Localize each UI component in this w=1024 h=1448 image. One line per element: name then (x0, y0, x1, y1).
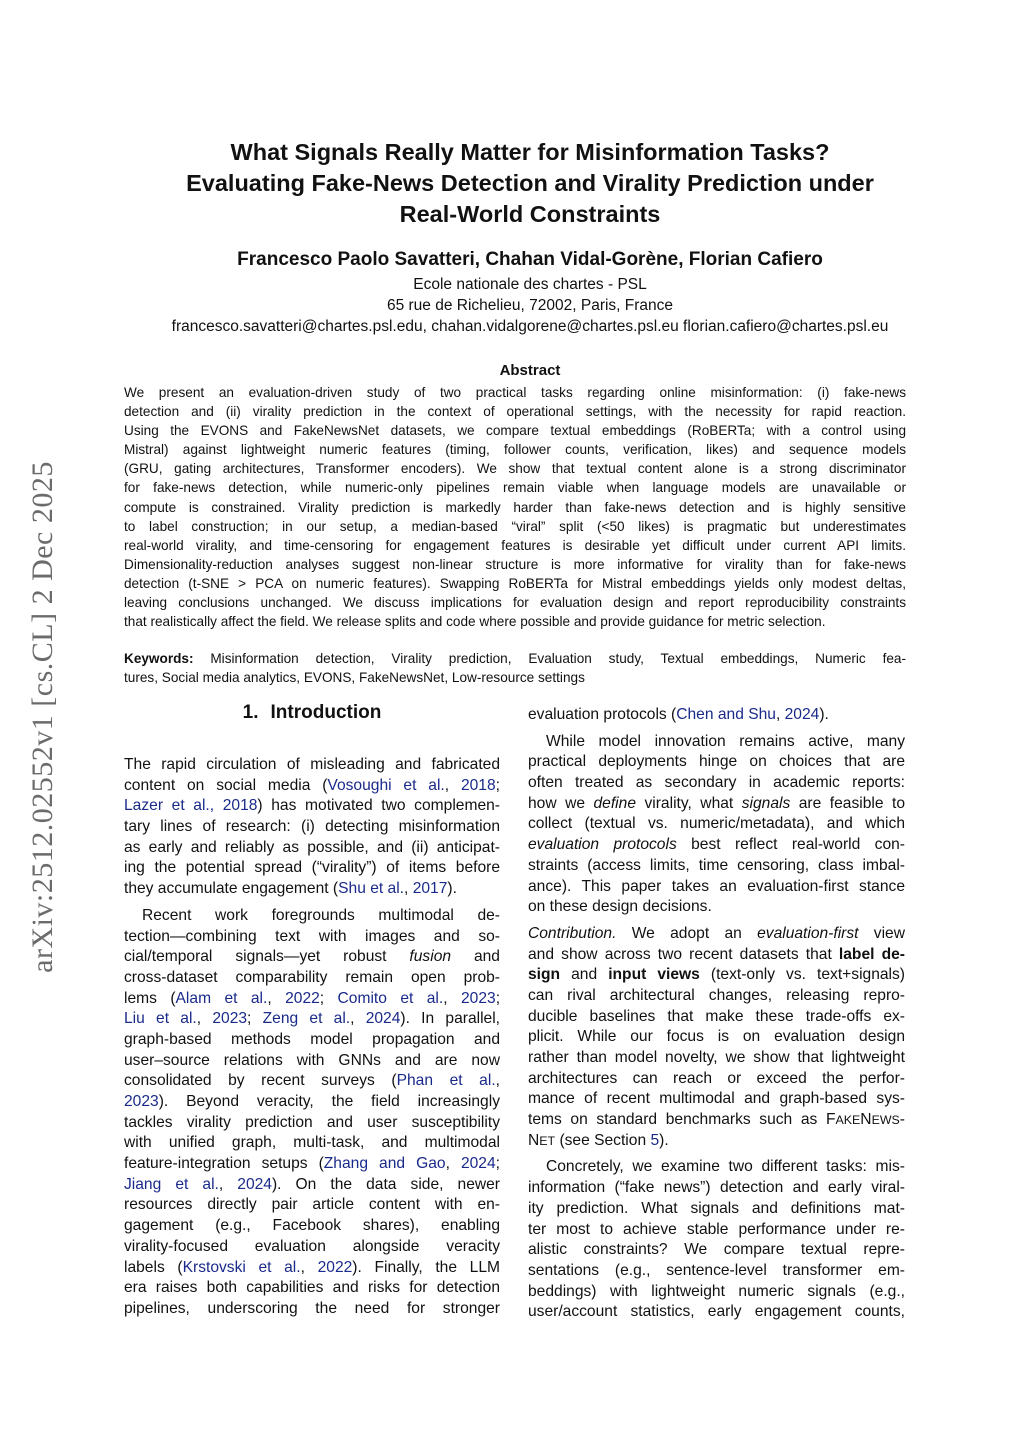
text-line: resources directly pair article content with en- (124, 1196, 500, 1214)
right-column (528, 705, 905, 1323)
text-line: mance of recent multimodal and graph-based sys- (528, 1090, 905, 1108)
citation-link[interactable]: 2024 (460, 1155, 496, 1173)
text-line: collect (textual vs. numeric/metadata), and which (528, 815, 905, 833)
paper-title (100, 137, 960, 230)
text-line: evaluation protocols (Chen and Shu, 2024). (528, 706, 829, 723)
text-line: virality-focused evaluation alongside veracity (124, 1237, 500, 1255)
citation-link[interactable]: 2022 (285, 989, 320, 1007)
citation-link[interactable]: Phan et al. (396, 1072, 496, 1090)
text-line: labels (Krstovski et al., 2022). Finally, the LLM (124, 1258, 500, 1276)
text-line: 2023). Beyond veracity, the field increasingly (124, 1093, 500, 1110)
text-line: information (“fake news”) detection and early viral- (528, 1179, 905, 1197)
title-line: Evaluating Fake-News Detection and Virality Prediction under (186, 170, 874, 196)
text-line: tary lines of research: (i) detecting misinformation (124, 818, 500, 836)
abstract-line: (GRU, gating architectures, Transformer encoders). We show that textual content alone is a strong discriminator (124, 461, 906, 477)
text-line: tackles virality prediction and user susceptibility (124, 1113, 500, 1131)
text-line: Liu et al., 2023; Zeng et al., 2024). In parallel, (124, 1010, 501, 1028)
text-line: sentations (e.g., sentence-level transformer em- (528, 1261, 905, 1279)
keywords-line: tures, Social media analytics, EVONS, FakeNewsNet, Low-resource settings (124, 670, 585, 686)
text-line: often treated as secondary in academic reports: (528, 774, 905, 792)
citation-link[interactable]: 2023 (212, 1010, 248, 1028)
text-line: ity prediction. What signals and definitions mat- (528, 1199, 905, 1217)
text-line: Concretely, we examine two different tasks: mis- (546, 1158, 905, 1176)
text-line: beddings) with lightweight numeric signals (e.g., (528, 1282, 905, 1300)
abstract-line: real-world virality, and time-censoring for engagement features is desirable yet difficult under current API limits. (124, 537, 906, 553)
affiliation-block (100, 274, 960, 337)
text-line: Contribution. We adopt an evaluation-first view (528, 924, 905, 942)
abstract-line: to label construction; in our setup, a median-based “viral” split (<50 likes) is pragmatic but underestimates (124, 518, 906, 534)
abstract-line: that realistically affect the field. We release splits and code where possible and provide guidance for metric selection. (124, 614, 826, 630)
text-line: While model innovation remains active, many (546, 732, 905, 750)
text-line: architectures can reach or exceed the perfor- (528, 1069, 905, 1087)
section-heading-introduction (124, 702, 500, 724)
arxiv-side-identifier: arXiv:2512.02552v1 [cs.CL] 2 Dec 2025 (26, 461, 59, 973)
title-line: What Signals Really Matter for Misinformation Tasks? (230, 139, 830, 165)
citation-link[interactable]: Comito et al. (337, 989, 444, 1007)
section-title: Introduction (270, 702, 382, 723)
citation-link[interactable]: Shu et al. (338, 880, 405, 898)
text-line: alistic constraints? We compare textual repre- (528, 1241, 905, 1259)
citation-link[interactable]: 2024 (237, 1175, 272, 1193)
text-line: they accumulate engagement (Shu et al., 2017). (124, 880, 457, 898)
abstract-line: leaving conclusions unchanged. We discuss implications for evaluation design and report reproducibility constraints (124, 595, 906, 611)
text-line: evaluation protocols best reflect real-world con- (528, 836, 905, 854)
text-line: practical deployments hinge on choices that are (528, 753, 905, 771)
citation-link[interactable]: Vosoughi et al. (327, 776, 445, 794)
keywords-label: Keywords: (124, 651, 194, 666)
citation-link[interactable]: 2024 (784, 706, 820, 723)
abstract-body (124, 383, 906, 631)
keywords-text: Misinformation detection, Virality prediction, Evaluation study, Textual embeddings, Numeric fea- (210, 651, 906, 666)
text-line: plicit. While our focus is on evaluation design (528, 1028, 905, 1046)
section-ref-link[interactable]: 5 (650, 1131, 660, 1149)
text-line: cross-dataset comparability remain open prob- (124, 968, 500, 986)
text-line: lems (Alam et al., 2022; Comito et al., 2023; (124, 989, 501, 1007)
text-line: era raises both capabilities and risks for detection (124, 1279, 500, 1297)
abstract-line: Dimensionality-reduction analyses suggest non-linear structure is more informative for virality than for fake-news (124, 556, 906, 572)
text-line: cial/temporal signals—yet robust fusion and (124, 948, 500, 966)
text-line: content on social media (Vosoughi et al., 2018; (124, 776, 500, 794)
text-line: pipelines, underscoring the need for stronger (124, 1299, 500, 1317)
address: 65 rue de Richelieu, 72002, Paris, France (386, 297, 674, 314)
citation-link[interactable]: 2023 (124, 1093, 159, 1110)
text-line: as early and reliably as possible, and (ii) anticipat- (124, 838, 500, 856)
keywords-block (124, 649, 906, 687)
citation-link[interactable]: Chen and Shu (676, 706, 776, 723)
abstract-line: We present an evaluation-driven study of two practical tasks regarding online misinformation: (i) fake-news (124, 385, 906, 400)
abstract-line: detection (t-SNE > PCA on numeric features). Swapping RoBERTa for Mistral embeddings yields only modest deltas, (124, 575, 906, 591)
text-line: ter most to achieve stable performance under re- (528, 1220, 905, 1238)
text-line: rather than model novelty, we show that lightweight (528, 1049, 905, 1066)
text-line: how we define virality, what signals are feasible to (528, 794, 905, 812)
citation-link[interactable]: Liu et al. (124, 1010, 197, 1028)
title-line: Real-World Constraints (399, 201, 661, 227)
text-line: straints (access limits, time censoring, class imbal- (528, 856, 905, 874)
text-line: ing the potential spread (“virality”) of items before (124, 859, 500, 877)
text-line: Recent work foregrounds multimodal de- (142, 906, 500, 924)
text-line: ance). This paper takes an evaluation-first stance (528, 877, 905, 895)
abstract-line: detection and (ii) virality prediction in the context of operational settings, with the necessity for rapid reaction. (124, 404, 906, 420)
text-line: Lazer et al., 2018) has motivated two complemen- (124, 797, 500, 815)
text-line: and show across two recent datasets that label de- (528, 945, 905, 963)
citation-link[interactable]: Krstovski et al. (182, 1258, 301, 1276)
section-number: 1. (242, 702, 259, 723)
text-line: sign and input views (text-only vs. text+signals) (528, 966, 906, 984)
text-line: gagement (e.g., Facebook shares), enabling (124, 1217, 500, 1235)
citation-link[interactable]: Alam et al. (175, 989, 268, 1007)
text-line: tection—combining text with images and so- (124, 927, 500, 945)
text-line: The rapid circulation of misleading and fabricated (124, 756, 500, 773)
citation-link[interactable]: Lazer et al., 2018 (124, 797, 258, 815)
citation-link[interactable]: 2017 (412, 880, 448, 898)
text-line: graph-based methods model propagation and (124, 1030, 500, 1048)
text-line: ducible baselines that make these trade-offs ex- (528, 1007, 905, 1025)
author-emails: francesco.savatteri@chartes.psl.edu, chahan.vidalgorene@chartes.psl.eu florian.cafiero@chartes.psl.eu (171, 318, 889, 335)
citation-link[interactable]: 2022 (317, 1258, 353, 1276)
text-line: with unified graph, multi-task, and multimodal (124, 1134, 500, 1152)
keywords-line (124, 649, 906, 668)
text-line: tems on standard benchmarks such as FAKENEWS- (528, 1111, 905, 1129)
citation-link[interactable]: Zhang and Gao (323, 1155, 446, 1173)
left-column (124, 755, 500, 1320)
abstract-line: for fake-news detection, while numeric-only pipelines remain viable when language models are unavailable or (124, 480, 906, 496)
citation-link[interactable]: Zeng et al. (262, 1010, 351, 1028)
citation-link[interactable]: 2024 (365, 1010, 401, 1028)
abstract-line: Using the EVONS and FakeNewsNet datasets, we compare textual embeddings (RoBERTa; with a control using (124, 423, 906, 439)
text-line: feature-integration setups (Zhang and Gao, 2024; (124, 1155, 500, 1173)
citation-link[interactable]: Jiang et al. (124, 1175, 219, 1193)
text-line: user/account statistics, early engagement counts, (528, 1303, 905, 1321)
abstract-line: Mistral) against lightweight numeric features (timing, follower counts, verification, likes) and sequence models (124, 442, 906, 458)
text-line: Jiang et al., 2024). On the data side, newer (124, 1175, 500, 1193)
abstract-heading: Abstract (499, 362, 561, 379)
citation-link[interactable]: 2018 (460, 776, 496, 794)
text-line: on these design decisions. (528, 898, 712, 916)
text-line: NET (see Section 5). (528, 1131, 669, 1149)
citation-link[interactable]: 2023 (460, 989, 496, 1007)
author-list: Francesco Paolo Savatteri, Chahan Vidal-Gorène, Florian Cafiero (237, 249, 823, 270)
text-line: can rival architectural changes, releasing repro- (528, 986, 905, 1004)
institution: Ecole nationale des chartes - PSL (413, 276, 647, 293)
text-line: user–source relations with GNNs and are now (124, 1051, 500, 1069)
text-line: consolidated by recent surveys (Phan et al., (124, 1072, 501, 1090)
abstract-line: compute is constrained. Virality prediction is markedly harder than fake-news detection and is highly sensitive (124, 499, 906, 515)
